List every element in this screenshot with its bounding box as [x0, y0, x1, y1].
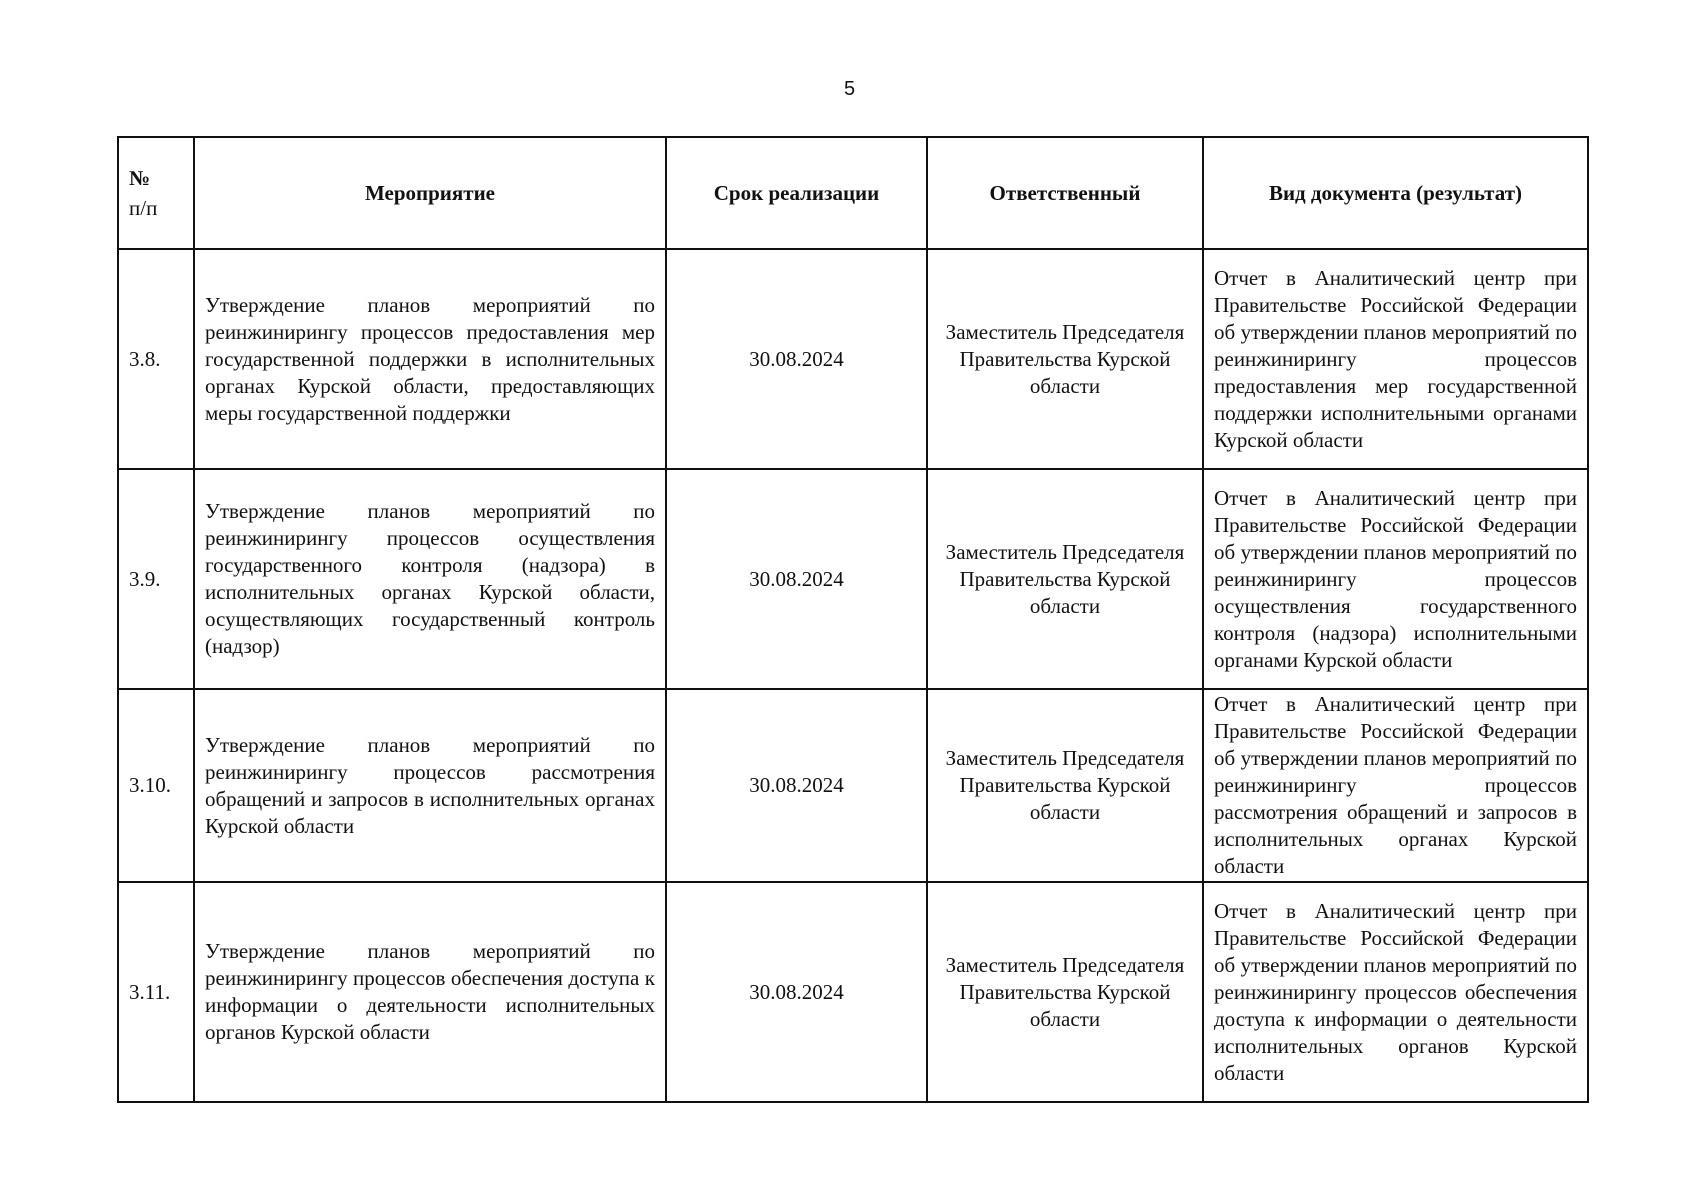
- row-result: Отчет в Аналитический центр при Правительстве Российской Федерации об утверждении планов мероприятий по реинжинирингу процессов обеспечения доступа к информации о деятельности исполнительных органов Курской области: [1203, 882, 1588, 1102]
- row-result: Отчет в Аналитический центр при Правительстве Российской Федерации об утверждении планов мероприятий по реинжинирингу процессов осуществления государственного контроля (надзора) исполнительными органами Курской области: [1203, 469, 1588, 689]
- row-number: 3.11.: [118, 882, 194, 1102]
- row-number: 3.8.: [118, 249, 194, 469]
- row-deadline: 30.08.2024: [666, 469, 927, 689]
- row-responsible: Заместитель Председателя Правительства Курской области: [927, 882, 1203, 1102]
- table-row: [118, 689, 1588, 882]
- row-deadline: 30.08.2024: [666, 249, 927, 469]
- header-deadline: Срок реализации: [666, 137, 927, 249]
- row-number: 3.9.: [118, 469, 194, 689]
- table-row: [118, 249, 1588, 469]
- row-deadline: 30.08.2024: [666, 689, 927, 882]
- row-responsible: Заместитель Председателя Правительства Курской области: [927, 469, 1203, 689]
- row-responsible: Заместитель Председателя Правительства Курской области: [927, 249, 1203, 469]
- row-activity: Утверждение планов мероприятий по реинжинирингу процессов предоставления мер государственной поддержки в исполнительных органах Курской области, предоставляющих меры государственной поддержки: [194, 249, 666, 469]
- action-plan-table: [117, 136, 1589, 1103]
- table-header: [118, 137, 1588, 249]
- table-body: [118, 249, 1588, 1102]
- header-result: Вид документа (результат): [1203, 137, 1588, 249]
- row-number: 3.10.: [118, 689, 194, 882]
- row-activity: Утверждение планов мероприятий по реинжинирингу процессов обеспечения доступа к информации о деятельности исполнительных органов Курской области: [194, 882, 666, 1102]
- table-row: [118, 882, 1588, 1102]
- row-responsible: Заместитель Председателя Правительства Курской области: [927, 689, 1203, 882]
- page-number: 5: [843, 78, 856, 100]
- header-activity: Мероприятие: [194, 137, 666, 249]
- row-deadline: 30.08.2024: [666, 882, 927, 1102]
- header-number: [118, 137, 194, 249]
- row-activity: Утверждение планов мероприятий по реинжинирингу процессов осуществления государственного контроля (надзора) в исполнительных органах Курской области, осуществляющих государственный контроль (надзор): [194, 469, 666, 689]
- table-row: [118, 469, 1588, 689]
- header-number-label: п/п: [129, 196, 158, 220]
- header-number-sign: №: [129, 166, 151, 190]
- row-result: Отчет в Аналитический центр при Правительстве Российской Федерации об утверждении планов мероприятий по реинжинирингу процессов предоставления мер государственной поддержки исполнительными органами Курской области: [1203, 249, 1588, 469]
- row-result: Отчет в Аналитический центр при Правительстве Российской Федерации об утверждении планов мероприятий по реинжинирингу процессов рассмотрения обращений и запросов в исполнительных органах Курской области: [1203, 689, 1588, 882]
- row-activity: Утверждение планов мероприятий по реинжинирингу процессов рассмотрения обращений и запросов в исполнительных органах Курской области: [194, 689, 666, 882]
- header-responsible: Ответственный: [927, 137, 1203, 249]
- header-row: [118, 137, 1588, 249]
